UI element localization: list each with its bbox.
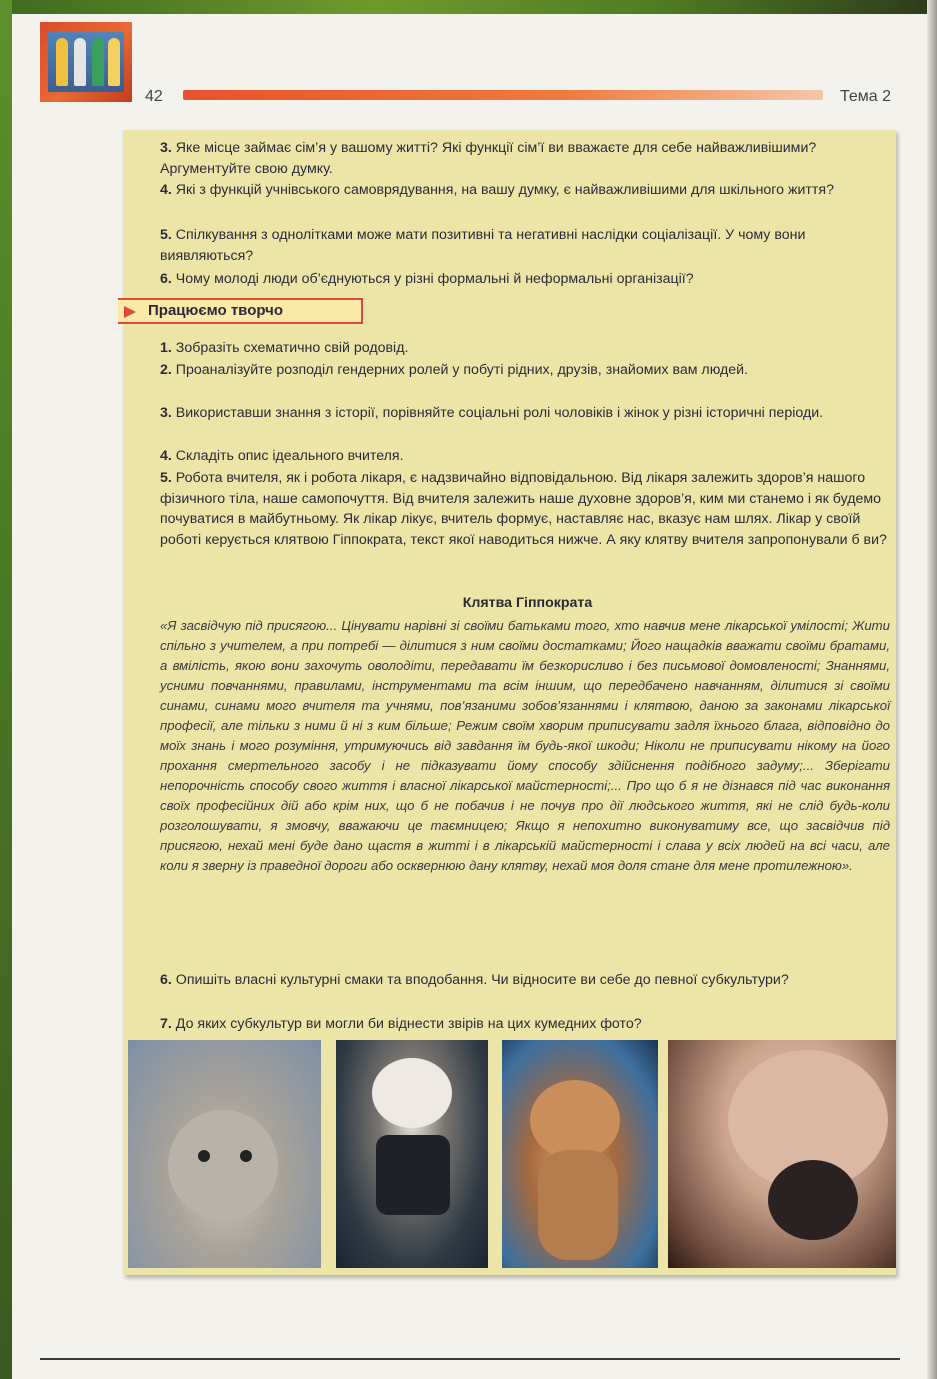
top-border bbox=[0, 0, 937, 14]
hamster-body bbox=[168, 1110, 278, 1220]
logo-figure bbox=[108, 38, 120, 86]
task-item: 2. Проаналізуйте розподіл гендерних ролей у побуті рідних, друзів, знайомих вам людей. bbox=[160, 362, 749, 378]
section-heading-text: Працюємо творчо bbox=[148, 302, 284, 319]
question-item: 3. Яке місце займає сім’я у вашому житті? Які функції сім’ї ви вважаєте для себе найважливішими? Аргументуйте свою думку. bbox=[160, 140, 817, 177]
bottom-rule bbox=[40, 1358, 900, 1360]
hamster-eye bbox=[240, 1150, 252, 1162]
cat-head bbox=[372, 1058, 452, 1128]
task-item: 1. Зобразіть схематично свій родовід. bbox=[160, 340, 409, 356]
logo-figure bbox=[92, 38, 104, 86]
task-item: 7. До яких субкультур ви могли би віднести звірів на цих кумедних фото? bbox=[160, 1016, 642, 1032]
logo-figure bbox=[74, 38, 86, 86]
oath-text: «Я засвідчую під присягою... Цінувати нарівні зі своїми батьками того, хто навчив мене лікарської умілості; Жити спільно з учителем, а при потребі — ділитися з ним своїми достатками; Його нащадків вважати своїми братами, а вмілість, якою вони захочуть оволодіти, передавати їм безкорисливо і без письмової домовленості; Знаннями, усними повчаннями, правилами, інструментами та всім іншим, що передбачено навчанням, ділитися зі своїми синами, синами мого вчителя та учнями, пов’язаними зобов’язаннями і клятвою, даною за законами лікарської професії, але тільки з ними й ні з ким більше; Режим своїм хворим приписувати задля їхнього блага, відповідно до моїх знань і мого розуміння, утримуючись від завдання їм будь-якої шкоди; Ніколи не приписувати нікому на його прохання смертельного засобу і не підказувати йому способу здійснення подібного задуму;... Зберігати непорочність способу свого життя і власної лікарської майстерності;... Про що б я не дізнався під час виконання своїх професійних дій або крім них, що б не побачив і не почув про дії людського життя, які не слід будь-коли розголошувати, я змовчу, вважаючи це таємницею; Якщо я непохитно виконуватиму все, що засвідчив під присягою, нехай мені буде дано щастя в житті і в лікарській майстерності і слава у всіх людей на всі часи, але коли я зверну із праведної дороги або осквернюю дану клятву, нехай моя доля стане для мене протилежною». bbox=[160, 618, 890, 873]
arrow-icon bbox=[124, 306, 136, 318]
left-border bbox=[0, 0, 12, 1379]
task-item: 6. Опишіть власні культурні смаки та вподобання. Чи відносите ви себе до певної субкультури? bbox=[160, 972, 789, 988]
section-heading bbox=[118, 298, 363, 324]
logo-figure bbox=[56, 38, 68, 86]
photo-strip bbox=[128, 1040, 896, 1270]
kitten-head bbox=[530, 1080, 620, 1160]
oath-title: Клятва Гіппократа bbox=[462, 595, 593, 611]
photo-rocker-cat bbox=[336, 1040, 488, 1268]
cat-jacket bbox=[376, 1135, 450, 1215]
task-item: 5. Робота вчителя, як і робота лікаря, є надзвичайно відповідальною. Від лікаря залежить здоров’я нашого фізичного тіла, наше самопочуття. Від вчителя залежить наше духовне здоров’я, ким ми станемо і як будемо почуватися в майбутньому. Як лікар лікує, вчитель формує, наставляє нас, вказує нам шлях. Лікар у своїй роботі керується клятвою Гіппократа, текст якої наводиться нижче. А яку клятву вчителя запропонували б ви? bbox=[160, 470, 887, 548]
task-item: 3. Використавши знання з історії, порівняйте соціальні ролі чоловіків і жінок у різні історичні періоди. bbox=[160, 405, 824, 421]
question-item: 4. Які з функцій учнівського самоврядування, на вашу думку, є найважливішими для шкільного життя? bbox=[160, 182, 834, 198]
photo-kitten bbox=[502, 1040, 658, 1268]
photo-monkey bbox=[668, 1040, 896, 1268]
monkey-hand bbox=[768, 1160, 858, 1240]
page-number: 42 bbox=[145, 88, 163, 105]
topic-label: Тема 2 bbox=[840, 88, 892, 105]
textbook-logo bbox=[40, 22, 132, 102]
right-edge bbox=[927, 0, 937, 1379]
hamster-eye bbox=[198, 1150, 210, 1162]
question-item: 6. Чому молоді люди об’єднуються у різні формальні й неформальні організації? bbox=[160, 271, 694, 287]
header-rule bbox=[183, 90, 823, 100]
photo-hamster bbox=[128, 1040, 321, 1268]
question-item: 5. Спілкування з однолітками може мати позитивні та негативні наслідки соціалізації. У чому вони виявляються? bbox=[160, 227, 806, 264]
task-item: 4. Складіть опис ідеального вчителя. bbox=[160, 448, 404, 464]
kitten-body bbox=[538, 1150, 618, 1260]
